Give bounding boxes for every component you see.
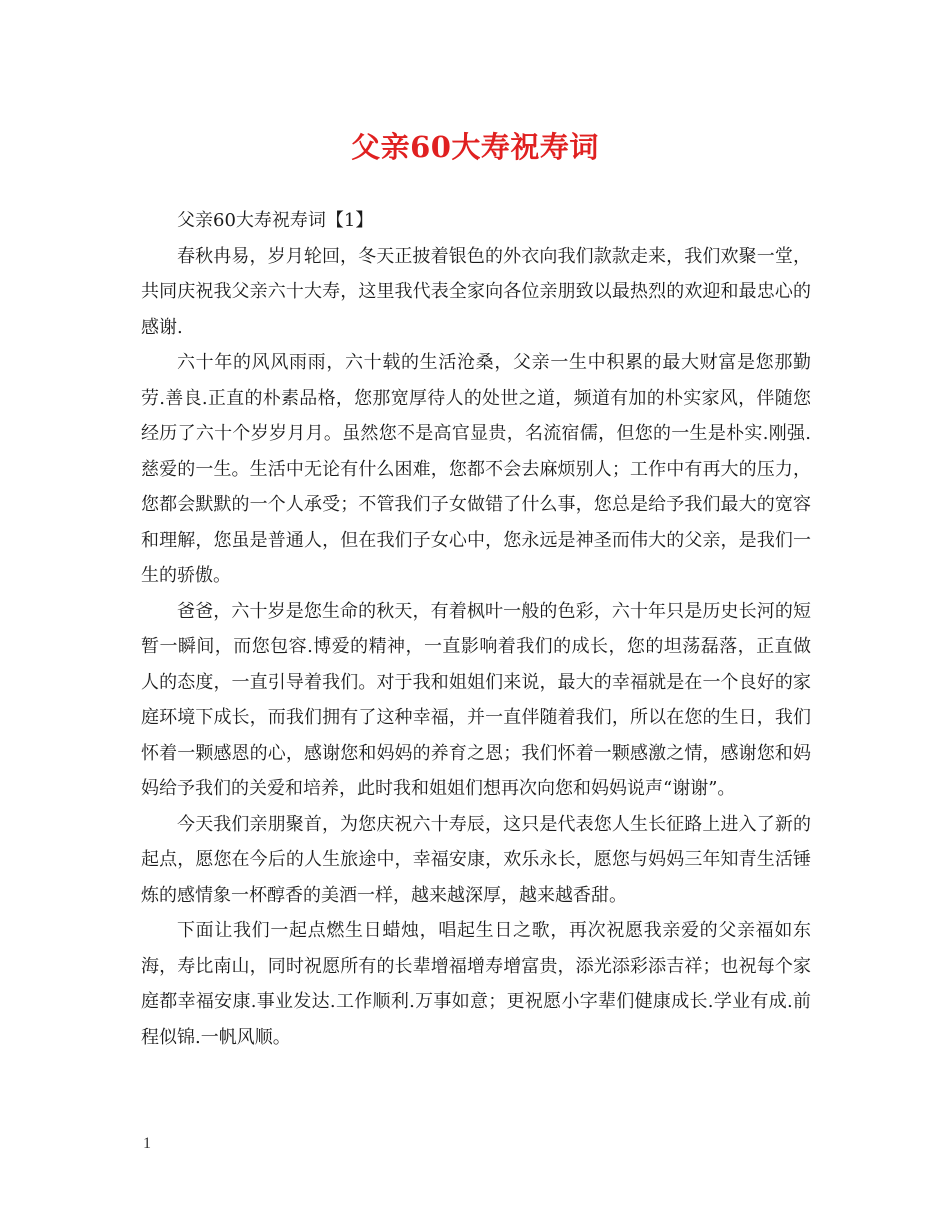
paragraph-1: 春秋冉易，岁月轮回，冬天正披着银色的外衣向我们款款走来，我们欢聚一堂，共同庆祝我父亲六十大寿，这里我代表全家向各位亲朋致以最热烈的欢迎和最忠心的感谢. [141, 245, 811, 338]
paragraph-3: 爸爸，六十岁是您生命的秋天，有着枫叶一般的色彩，六十年只是历史长河的短暂一瞬间，而您包容.博爱的精神，一直影响着我们的成长，您的坦荡磊落，正直做人的态度，一直引导着我们。对于我和姐姐们来说，最大的幸福就是在一个良好的家庭环境下成长，而我们拥有了这种幸福，并一直伴随着我们，所以在您的生日，我们怀着一颗感恩的心，感谢您和妈妈的养育之恩；我们怀着一颗感激之情，感谢您和妈妈给予我们的关爱和培养，此时我和姐姐们想再次向您和妈妈说声“谢谢”。 [141, 600, 811, 799]
document-title: 父亲60大寿祝寿词 [351, 130, 599, 164]
paragraph-4: 今天我们亲朋聚首，为您庆祝六十寿辰，这只是代表您人生长征路上进入了新的起点，愿您在今后的人生旅途中，幸福安康，欢乐永长，愿您与妈妈三年知青生活锤炼的感情象一杯醇香的美酒一样，越来越深厚，越来越香甜。 [141, 813, 811, 906]
paragraph-5: 下面让我们一起点燃生日蜡烛，唱起生日之歌，再次祝愿我亲爱的父亲福如东海，寿比南山，同时祝愿所有的长辈增福增寿增富贵，添光添彩添吉祥；也祝每个家庭都幸福安康.事业发达.工作顺利.万事如意；更祝愿小字辈们健康成长.学业有成.前程似锦.一帆风顺。 [141, 920, 811, 1048]
document-body [141, 203, 811, 1055]
page-number: 1 [143, 1135, 151, 1152]
paragraph-2: 六十年的风风雨雨，六十载的生活沧桑，父亲一生中积累的最大财富是您那勤劳.善良.正直的朴素品格，您那宽厚待人的处世之道，频道有加的朴实家风，伴随您经历了六十个岁岁月月。虽然您不是高官显贵，名流宿儒，但您的一生是朴实.刚强.慈爱的一生。生活中无论有什么困难，您都不会去麻烦别人；工作中有再大的压力，您都会默默的一个人承受；不管我们子女做错了什么事，您总是给予我们最大的宽容和理解，您虽是普通人，但在我们子女心中，您永远是神圣而伟大的父亲，是我们一生的骄傲。 [141, 352, 811, 586]
section-heading: 父亲60大寿祝寿词【1】 [177, 210, 374, 231]
